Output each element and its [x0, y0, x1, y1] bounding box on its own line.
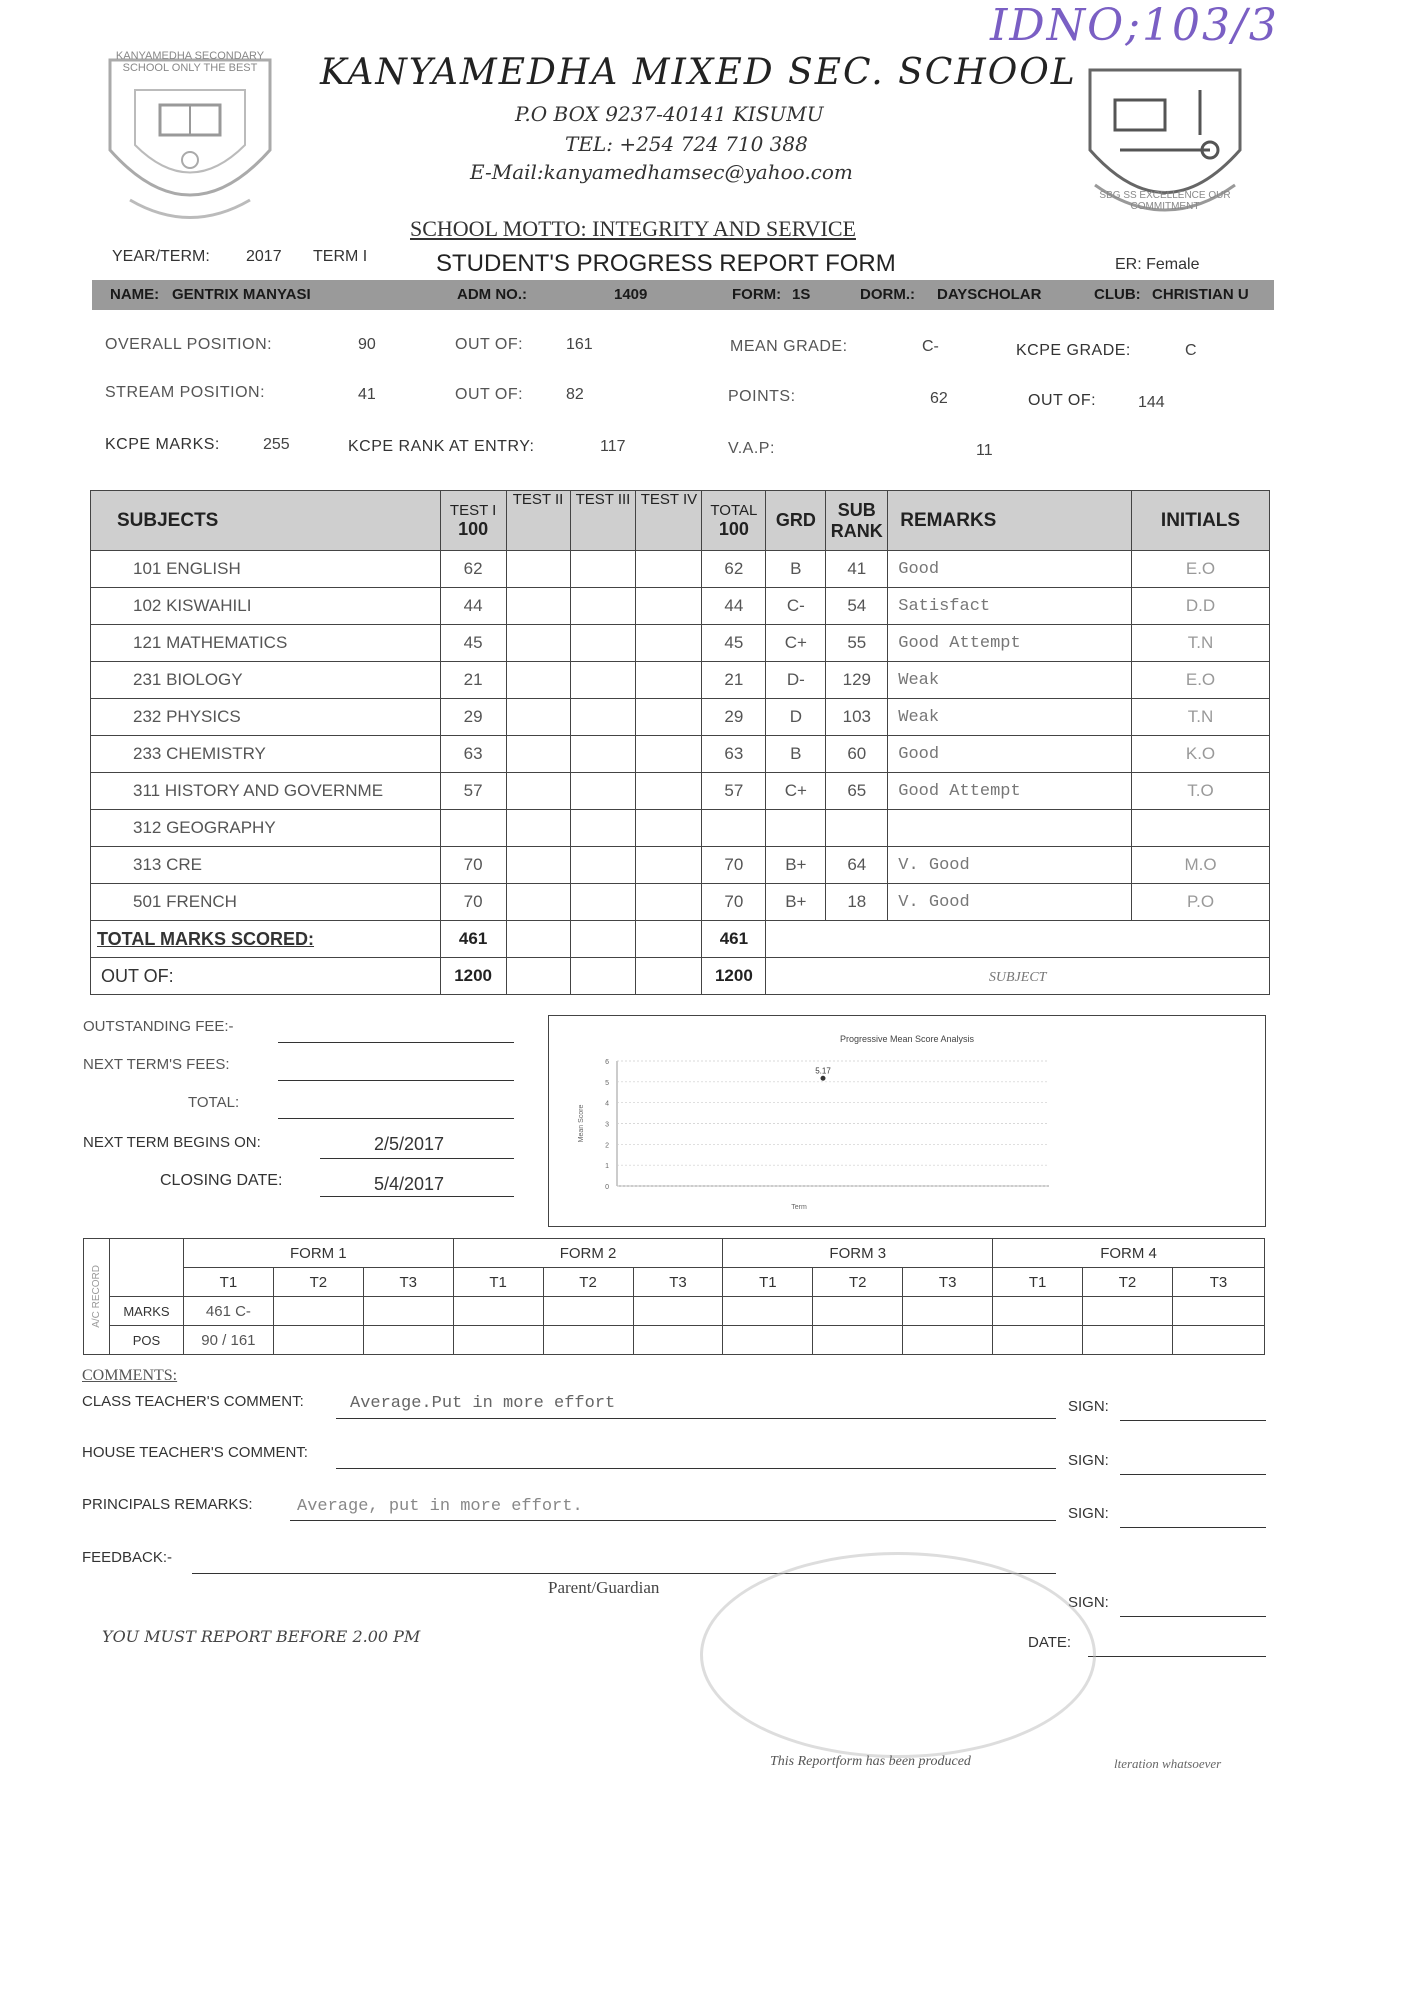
subject-cell: 501 FRENCH	[91, 884, 441, 921]
club-value: CHRISTIAN U	[1152, 286, 1249, 303]
overall-position-label: OVERALL POSITION:	[105, 336, 273, 353]
remark-cell: Weak	[888, 662, 1132, 699]
total-marks-t4	[636, 921, 702, 958]
fees-total-line	[278, 1118, 514, 1119]
sub-rank-header	[826, 491, 888, 551]
marks-cell	[363, 1297, 453, 1326]
form-title: STUDENT'S PROGRESS REPORT FORM	[436, 250, 896, 277]
total-marks-total: 461	[702, 921, 766, 958]
house-teacher-sign-line	[1120, 1474, 1266, 1475]
grade-cell: B+	[766, 884, 826, 921]
subject-cell: 313 CRE	[91, 847, 441, 884]
remark-cell: Satisfact	[888, 588, 1132, 625]
table-row	[91, 773, 1270, 810]
out-of-label: OUT OF:	[91, 958, 441, 995]
rank-cell: 18	[826, 884, 888, 921]
chart-y-tick-label: 4	[605, 1100, 609, 1108]
initials-cell: E.O	[1132, 662, 1270, 699]
rank-cell: 129	[826, 662, 888, 699]
mean-grade-label: MEAN GRADE:	[730, 338, 848, 355]
class-teacher-sign-line	[1120, 1420, 1266, 1421]
chart-y-tick-label: 2	[605, 1142, 609, 1150]
pos-cell	[453, 1326, 543, 1355]
pos-cell	[273, 1326, 363, 1355]
test1-cell: 29	[440, 699, 506, 736]
principal-sign-line	[1120, 1527, 1266, 1528]
principal-remarks: Average, put in more effort.	[297, 1497, 583, 1516]
academic-record-table	[83, 1238, 1265, 1355]
total-cell: 70	[702, 884, 766, 921]
test2-cell	[506, 551, 570, 588]
house-teacher-label: HOUSE TEACHER'S COMMENT:	[82, 1444, 308, 1461]
footer-left: This Reportform has been produced	[770, 1754, 971, 1769]
year-term-label: YEAR/TERM:	[112, 248, 210, 265]
term-header-f3-t2: T2	[813, 1268, 903, 1297]
vap: 11	[976, 442, 993, 459]
table-row	[91, 810, 1270, 847]
rank-cell: 65	[826, 773, 888, 810]
test2-cell	[506, 773, 570, 810]
total-cell: 57	[702, 773, 766, 810]
class-teacher-label: CLASS TEACHER'S COMMENT:	[82, 1393, 304, 1410]
pos-cell	[903, 1326, 993, 1355]
test3-cell	[570, 588, 636, 625]
initials-cell: K.O	[1132, 736, 1270, 773]
initials-cell: D.D	[1132, 588, 1270, 625]
rank-cell	[826, 810, 888, 847]
comments-heading: COMMENTS:	[82, 1367, 178, 1384]
rank-cell: 55	[826, 625, 888, 662]
feedback-label: FEEDBACK:-	[82, 1549, 173, 1566]
test4-cell	[636, 847, 702, 884]
out-of-t3	[570, 958, 636, 995]
gender: ER: Female	[1115, 256, 1200, 273]
grade-cell: B	[766, 551, 826, 588]
total-header	[702, 491, 766, 551]
marks-label: MARKS	[109, 1297, 183, 1326]
test1-cell: 70	[440, 884, 506, 921]
term-header-f3-t3: T3	[903, 1268, 993, 1297]
outstanding-fee-label: OUTSTANDING FEE:-	[83, 1018, 234, 1035]
test3-cell	[570, 884, 636, 921]
out-of-t1: 1200	[440, 958, 506, 995]
form-value: 1S	[792, 286, 811, 303]
test3-header: TEST III	[570, 491, 636, 551]
school-logo-right	[1070, 60, 1260, 240]
club-label: CLUB:	[1094, 286, 1141, 303]
remark-cell: Weak	[888, 699, 1132, 736]
table-row	[91, 736, 1270, 773]
pos-label: POS	[109, 1326, 183, 1355]
test3-cell	[570, 662, 636, 699]
table-row	[91, 847, 1270, 884]
test2-cell	[506, 662, 570, 699]
school-stamp	[700, 1552, 1096, 1758]
principal-sign-label: SIGN:	[1068, 1505, 1109, 1522]
test4-cell	[636, 773, 702, 810]
test3-cell	[570, 773, 636, 810]
kcpe-rank-label: KCPE RANK AT ENTRY:	[348, 438, 535, 455]
grade-cell: C+	[766, 773, 826, 810]
subject-cell: 312 GEOGRAPHY	[91, 810, 441, 847]
school-motto: SCHOOL MOTTO: INTEGRITY AND SERVICE	[410, 216, 856, 241]
marks-cell	[273, 1297, 363, 1326]
date-line	[1088, 1656, 1266, 1657]
initials-cell: T.O	[1132, 773, 1270, 810]
initials-cell: T.N	[1132, 699, 1270, 736]
grade-cell: C+	[766, 625, 826, 662]
marks-cell	[993, 1297, 1083, 1326]
kcpe-marks: 255	[263, 436, 290, 453]
school-email: E-Mail:kanyamedhamsec@yahoo.com	[470, 160, 853, 184]
mean-score-chart	[548, 1015, 1266, 1227]
test4-cell	[636, 588, 702, 625]
remark-cell: Good Attempt	[888, 625, 1132, 662]
student-name: GENTRIX MANYASI	[172, 286, 311, 303]
table-row	[91, 662, 1270, 699]
corner-id-note: IDNO;103/3	[990, 0, 1279, 51]
stream-out-of-label: OUT OF:	[455, 386, 524, 403]
test2-header: TEST II	[506, 491, 570, 551]
remark-cell: Good	[888, 551, 1132, 588]
total-marks-t2	[506, 921, 570, 958]
chart-y-tick-label: 5	[605, 1079, 609, 1087]
remark-cell: Good Attempt	[888, 773, 1132, 810]
grade-header: GRD	[766, 491, 826, 551]
test1-label: TEST I	[449, 501, 497, 519]
test3-cell	[570, 699, 636, 736]
class-teacher-comment: Average.Put in more effort	[350, 1394, 616, 1413]
outstanding-fee-line	[278, 1042, 514, 1043]
kcpe-grade-label: KCPE GRADE:	[1016, 342, 1131, 359]
initials-cell: T.N	[1132, 625, 1270, 662]
form4-header: FORM 4	[993, 1239, 1265, 1268]
dorm-value: DAYSCHOLAR	[937, 286, 1042, 303]
term-header-f1-t2: T2	[273, 1268, 363, 1297]
term-header-f4-t3: T3	[1172, 1268, 1264, 1297]
test4-cell	[636, 810, 702, 847]
school-name: KANYAMEDHA MIXED SEC. SCHOOL	[320, 52, 1077, 93]
total-cell: 45	[702, 625, 766, 662]
test4-cell	[636, 736, 702, 773]
test1-max: 100	[458, 518, 489, 539]
next-term-begins: 2/5/2017	[374, 1134, 445, 1154]
feedback-sign-line	[1120, 1616, 1266, 1617]
subject-cell: 102 KISWAHILI	[91, 588, 441, 625]
marks-cell	[1172, 1297, 1264, 1326]
test1-header	[440, 491, 506, 551]
test2-cell	[506, 699, 570, 736]
kcpe-grade: C	[1185, 342, 1197, 359]
stream-position-label: STREAM POSITION:	[105, 384, 266, 401]
test4-header: TEST IV	[636, 491, 702, 551]
test1-cell: 57	[440, 773, 506, 810]
chart-y-tick-label: 1	[605, 1163, 609, 1171]
subject-cell: 311 HISTORY AND GOVERNME	[91, 773, 441, 810]
subject-cell: 232 PHYSICS	[91, 699, 441, 736]
points-label: POINTS:	[728, 388, 796, 405]
house-teacher-sign-label: SIGN:	[1068, 1452, 1109, 1469]
mean-grade: C-	[922, 338, 939, 355]
form-label: FORM:	[732, 286, 782, 303]
pos-cell	[363, 1326, 453, 1355]
remarks-header: REMARKS	[888, 491, 1132, 551]
pos-cell	[1172, 1326, 1264, 1355]
chart-y-tick-label: 3	[605, 1121, 609, 1129]
out-of-t4	[636, 958, 702, 995]
test3-cell	[570, 551, 636, 588]
term-header-f4-t1: T1	[993, 1268, 1083, 1297]
form1-header: FORM 1	[183, 1239, 453, 1268]
student-info-bar	[92, 280, 1274, 310]
test4-cell	[636, 699, 702, 736]
test3-cell	[570, 810, 636, 847]
subject-note-cell	[766, 958, 1270, 995]
date-label: DATE:	[1028, 1634, 1072, 1651]
term-header-f1-t1: T1	[183, 1268, 273, 1297]
pos-cell	[813, 1326, 903, 1355]
test3-cell	[570, 847, 636, 884]
stream-position: 41	[358, 386, 376, 403]
chart-title: Progressive Mean Score Analysis	[839, 1034, 975, 1044]
marks-cell	[543, 1297, 633, 1326]
total-marks-t3	[570, 921, 636, 958]
term-header-f3-t1: T1	[723, 1268, 813, 1297]
term-value: TERM I	[313, 248, 368, 265]
subject-cell: 231 BIOLOGY	[91, 662, 441, 699]
term-header-f2-t2: T2	[543, 1268, 633, 1297]
rank-label: RANK	[830, 520, 883, 541]
out-of-t2	[506, 958, 570, 995]
test2-cell	[506, 736, 570, 773]
table-row	[91, 625, 1270, 662]
pos-cell	[633, 1326, 723, 1355]
kcpe-marks-label: KCPE MARKS:	[105, 436, 220, 453]
parent-guardian-label: Parent/Guardian	[548, 1578, 660, 1597]
ac-blank	[109, 1239, 183, 1297]
test2-cell	[506, 884, 570, 921]
marks-f1-t1: 461 C-	[183, 1297, 273, 1326]
rank-cell: 41	[826, 551, 888, 588]
grade-cell	[766, 810, 826, 847]
report-time-note: YOU MUST REPORT BEFORE 2.00 PM	[102, 1627, 421, 1646]
test4-cell	[636, 625, 702, 662]
total-cell	[702, 810, 766, 847]
year-value: 2017	[246, 248, 282, 265]
next-term-begins-label: NEXT TERM BEGINS ON:	[83, 1134, 261, 1151]
subject-cell: 121 MATHEMATICS	[91, 625, 441, 662]
principal-line	[290, 1520, 1056, 1521]
rank-cell: 64	[826, 847, 888, 884]
subject-note: SUBJECT	[988, 970, 1047, 985]
class-teacher-line	[336, 1418, 1056, 1419]
test1-cell: 63	[440, 736, 506, 773]
total-marks-t1: 461	[440, 921, 506, 958]
remark-cell: V. Good	[888, 847, 1132, 884]
subject-cell: 101 ENGLISH	[91, 551, 441, 588]
closing-date: 5/4/2017	[374, 1174, 445, 1194]
grade-cell: D	[766, 699, 826, 736]
test1-cell: 45	[440, 625, 506, 662]
chart-plot	[549, 1016, 1265, 1226]
pos-cell	[993, 1326, 1083, 1355]
grade-cell: B	[766, 736, 826, 773]
kcpe-rank: 117	[600, 438, 626, 455]
next-term-fees-line	[278, 1080, 514, 1081]
chart-y-tick-label: 0	[605, 1184, 609, 1191]
pos-cell	[723, 1326, 813, 1355]
remark-cell: Good	[888, 736, 1132, 773]
total-marks-label: TOTAL MARKS SCORED:	[91, 921, 441, 958]
marks-cell	[453, 1297, 543, 1326]
table-row	[91, 588, 1270, 625]
test2-cell	[506, 847, 570, 884]
total-cell: 62	[702, 551, 766, 588]
stream-out-of: 82	[566, 386, 584, 403]
pos-cell	[543, 1326, 633, 1355]
grade-cell: B+	[766, 847, 826, 884]
closing-date-label: CLOSING DATE:	[160, 1172, 283, 1189]
sub-label: SUB	[837, 499, 876, 520]
pos-f1-t1: 90 / 161	[183, 1326, 273, 1355]
term-header-f4-t2: T2	[1083, 1268, 1173, 1297]
test1-cell: 70	[440, 847, 506, 884]
marks-cell	[813, 1297, 903, 1326]
test4-cell	[636, 662, 702, 699]
form3-header: FORM 3	[723, 1239, 993, 1268]
total-marks-blank	[766, 921, 1270, 958]
test3-cell	[570, 736, 636, 773]
total-cell: 29	[702, 699, 766, 736]
points: 62	[930, 390, 948, 407]
test4-cell	[636, 551, 702, 588]
school-phone: TEL: +254 724 710 388	[565, 132, 808, 156]
initials-cell: E.O	[1132, 551, 1270, 588]
subjects-header: SUBJECTS	[91, 491, 441, 551]
table-row	[91, 699, 1270, 736]
chart-y-axis-label: Mean Score	[578, 1104, 585, 1143]
test2-cell	[506, 588, 570, 625]
next-term-fees-label: NEXT TERM'S FEES:	[83, 1056, 230, 1073]
marks-cell	[633, 1297, 723, 1326]
overall-position: 90	[358, 336, 376, 353]
term-header-f2-t1: T1	[453, 1268, 543, 1297]
term-header-f2-t3: T3	[633, 1268, 723, 1297]
house-teacher-line	[336, 1468, 1056, 1469]
ac-record-side-label	[84, 1239, 110, 1355]
initials-header: INITIALS	[1132, 491, 1270, 551]
name-label: NAME:	[110, 286, 160, 303]
feedback-sign-label: SIGN:	[1068, 1594, 1109, 1611]
footer-right: lteration whatsoever	[1114, 1756, 1222, 1771]
class-teacher-sign-label: SIGN:	[1068, 1398, 1109, 1415]
marks-cell	[723, 1297, 813, 1326]
form2-header: FORM 2	[453, 1239, 723, 1268]
points-out-of: 144	[1138, 394, 1165, 411]
total-cell: 21	[702, 662, 766, 699]
initials-cell	[1132, 810, 1270, 847]
fees-total-label: TOTAL:	[188, 1094, 240, 1111]
vap-label: V.A.P:	[728, 440, 775, 457]
test4-cell	[636, 884, 702, 921]
subjects-table	[90, 490, 1270, 995]
total-cell: 44	[702, 588, 766, 625]
school-logo-left	[90, 50, 290, 230]
test3-cell	[570, 625, 636, 662]
chart-data-point	[821, 1076, 826, 1081]
closing-date-line	[320, 1196, 514, 1197]
total-max: 100	[718, 518, 749, 539]
term-header-f1-t3: T3	[363, 1268, 453, 1297]
pos-cell	[1083, 1326, 1173, 1355]
school-address: P.O BOX 9237-40141 KISUMU	[515, 102, 824, 126]
test1-cell: 62	[440, 551, 506, 588]
total-label: TOTAL	[710, 501, 758, 519]
chart-y-tick-label: 6	[605, 1059, 609, 1066]
rank-cell: 54	[826, 588, 888, 625]
test1-cell: 44	[440, 588, 506, 625]
test1-cell	[440, 810, 506, 847]
logo-left-text: KANYAMEDHA SECONDARY SCHOOL ONLY THE BEST	[115, 50, 265, 74]
rank-cell: 103	[826, 699, 888, 736]
points-out-of-label: OUT OF:	[1028, 392, 1097, 409]
total-cell: 70	[702, 847, 766, 884]
total-cell: 63	[702, 736, 766, 773]
chart-x-axis-label: Term	[791, 1204, 807, 1211]
table-row	[91, 884, 1270, 921]
logo-right-text: SBG SS EXCELLENCE OUR COMMITMENT	[1099, 190, 1231, 212]
grade-cell: C-	[766, 588, 826, 625]
overall-out-of: 161	[566, 336, 593, 353]
dorm-label: DORM.:	[860, 286, 915, 303]
next-term-begins-line	[320, 1158, 514, 1159]
test1-cell: 21	[440, 662, 506, 699]
remark-cell: V. Good	[888, 884, 1132, 921]
test2-cell	[506, 810, 570, 847]
adm-label: ADM NO.:	[457, 286, 527, 303]
adm-number: 1409	[614, 286, 648, 303]
marks-cell	[903, 1297, 993, 1326]
marks-cell	[1083, 1297, 1173, 1326]
overall-out-of-label: OUT OF:	[455, 336, 524, 353]
subject-cell: 233 CHEMISTRY	[91, 736, 441, 773]
initials-cell: M.O	[1132, 847, 1270, 884]
chart-data-label: 5.17	[815, 1066, 831, 1076]
test2-cell	[506, 625, 570, 662]
ac-record-text: A/C RECORD	[90, 1265, 102, 1328]
remark-cell	[888, 810, 1132, 847]
initials-cell: P.O	[1132, 884, 1270, 921]
rank-cell: 60	[826, 736, 888, 773]
principal-label: PRINCIPALS REMARKS:	[82, 1496, 253, 1513]
table-row	[91, 551, 1270, 588]
grade-cell: D-	[766, 662, 826, 699]
out-of-total: 1200	[702, 958, 766, 995]
